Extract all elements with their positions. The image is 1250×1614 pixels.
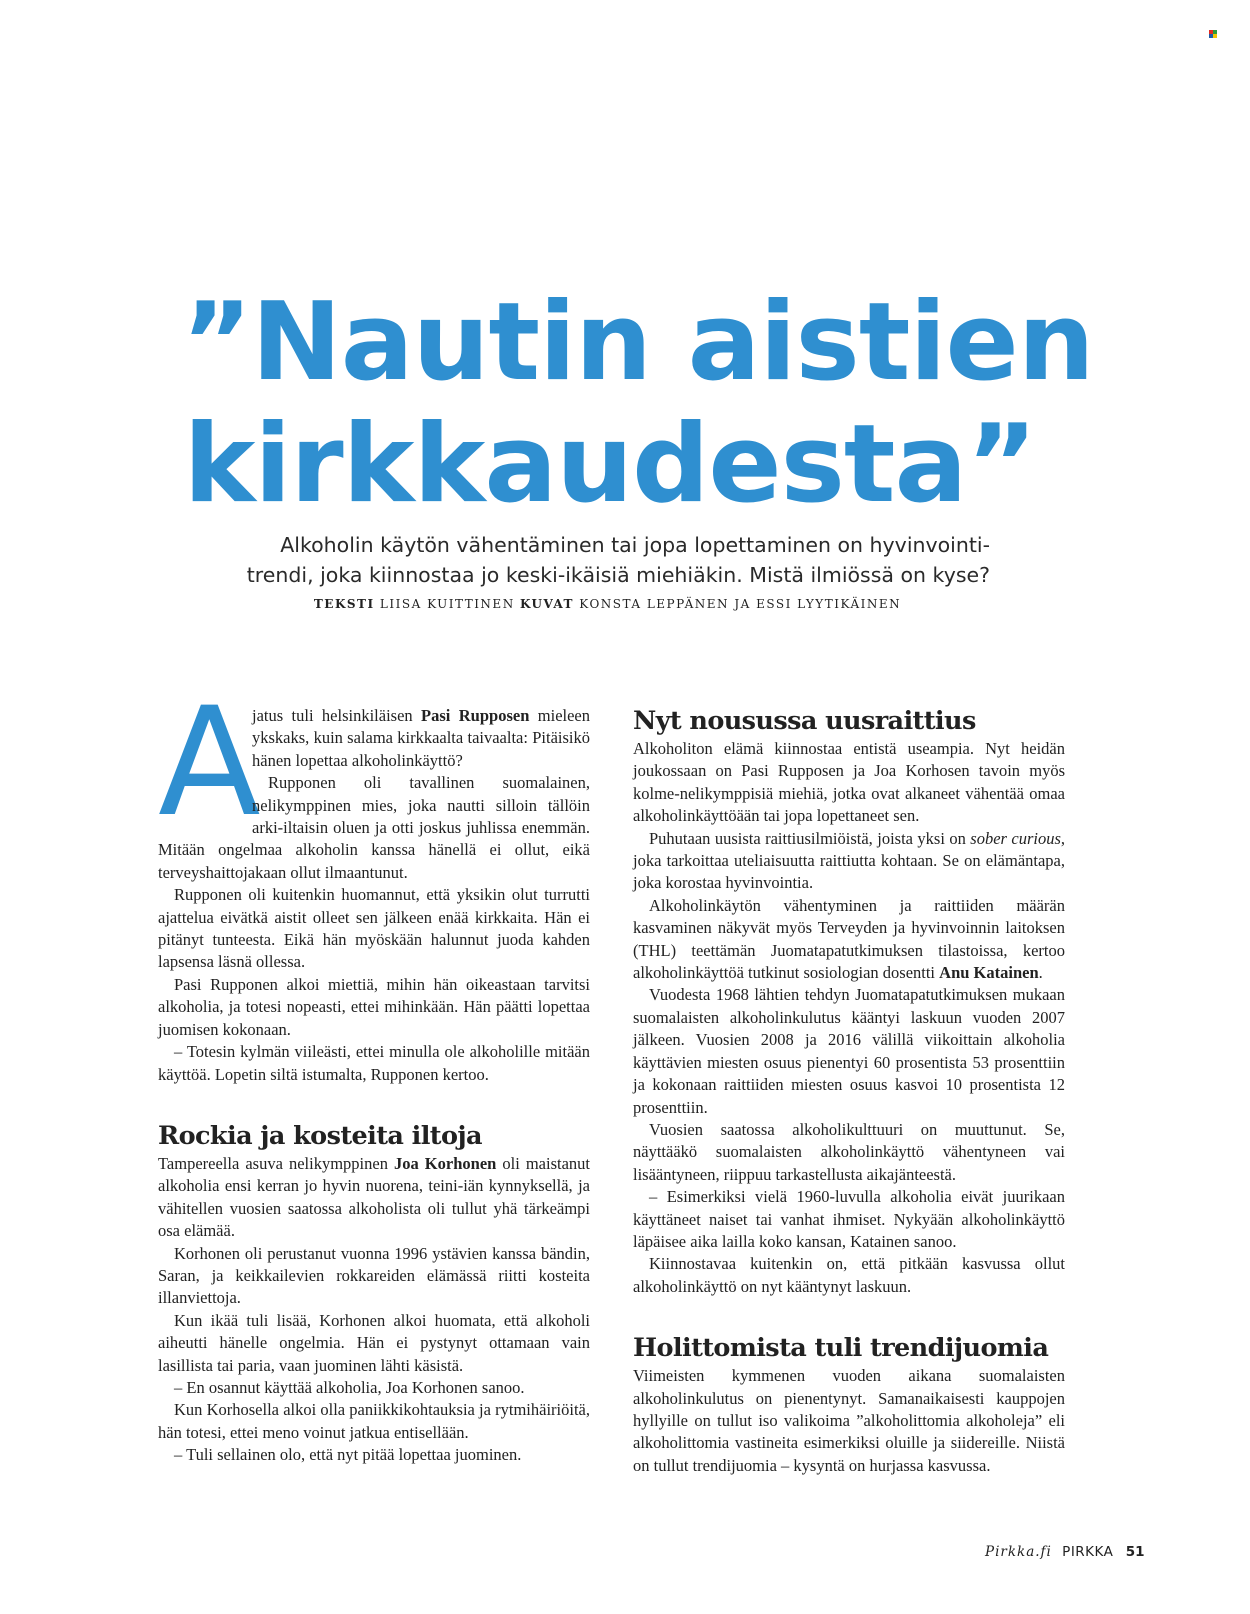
paragraph: Kun Korhosella alkoi olla paniikkikohtauksia ja rytmihäiriöitä, hän totesi, ettei meno voinut jatkua entisellään. (158, 1400, 590, 1442)
text-run: Tampereella asuva nelikymppinen (158, 1153, 394, 1173)
paragraph: – Tuli sellainen olo, että nyt pitää lopettaa juominen. (174, 1445, 522, 1465)
person-name: Joa Korhonen (394, 1153, 497, 1173)
headline-line-2: kirkkaudesta” (183, 402, 1037, 527)
paragraph: – Esimerkiksi vielä 1960-luvulla alkoholia eivät juurikaan käyttäneet naiset tai vanhat ihmiset. Nykyään alkoholinkäyttö läpäisee aika lailla koko kansan, Katainen sanoo. (633, 1187, 1065, 1251)
text-run: oli maistanut alkoholia ensi kerran jo hyvin nuorena, teini-iän kynnyksellä, ja vähitellen vuosien saatossa alkoholista oli tullut yhä tärkeämpi osa elämää. (158, 1153, 591, 1241)
page-footer (985, 1544, 1165, 1560)
paragraph: – Totesin kylmän viileästi, ettei minulla ole alkoholille mitään käyttöä. Lopetin siltä istumalta, Rupponen kertoo. (158, 1042, 590, 1084)
paragraph (633, 895, 1065, 985)
term: sober curious (970, 828, 1061, 848)
paragraph: Pasi Rupponen alkoi miettiä, mihin hän oikeastaan tarvitsi alkoholia, ja totesi nopeasti, ettei mihinkään. Hän päätti lopettaa juomisen kokonaan. (158, 974, 590, 1039)
column-right (633, 705, 1065, 1477)
byline-photo-label: KUVAT (520, 597, 574, 611)
section-heading: Nyt nousussa uusraittius (633, 706, 976, 736)
lead-line-1: Alkoholin käytön vähentäminen tai jopa lopettaminen on hyvinvointi- (280, 533, 990, 557)
person-name: Anu Katainen (939, 963, 1039, 983)
paragraph: Korhonen oli perustanut vuonna 1996 ystävien kanssa bändin, Saran, ja keikkailevien rokkareiden elämässä riitti kosteita illanviettoja. (158, 1243, 590, 1308)
paragraph: Rupponen oli kuitenkin huomannut, että yksikin olut turrutti ajattelua eivätkä aistit olleet sen jälkeen enää kirkkaita. Hän ei pitänyt tunteesta. Eikä hän myöskään halunnut juoda kahden lapsensa läsnä ollessa. (158, 885, 590, 972)
paragraph: Alkoholiton elämä kiinnostaa entistä useampia. Nyt heidän joukossaan on Pasi Rupposen ja Joa Korhosen tavoin myös kolme-nelikymppisiä miehiä, jotka ovat alkaneet vähentää omaa alkoholinkäyttöään tai jopa lopettaneet sen. (633, 739, 1065, 826)
color-registration-mark (1209, 30, 1221, 40)
byline-text-label: TEKSTI (313, 597, 375, 611)
paragraph: Viimeisten kymmenen vuoden aikana suomalaisten alkoholinkulutus on pienentynyt. Samanaikaisesti kauppojen hyllyille on tullut iso valikoima ”alkoholittomia alkoholeja” eli alkoholittomia vastineita esimerkiksi oluille ja siidereille. Niistä on tullut trendijuomia – kysyntä on hurjassa kasvussa. (633, 1366, 1065, 1475)
lead-line-2: trendi, joka kiinnostaa jo keski-ikäisiä miehiäkin. Mistä ilmiössä on kyse? (246, 563, 990, 587)
byline-text-author: LIISA KUITTINEN (379, 597, 515, 611)
text-run: jatus tuli helsinkiläisen (252, 706, 422, 725)
text-run: Alkoholinkäytön vähentyminen ja raittiiden määrän kasvaminen näkyvät myös Terveyden ja hyvinvoinnin laitoksen (THL) teettämän Juomatapatutkimuksen tilastoissa, kertoo alkoholinkäyttöä tutkinut sosiologian dosentti (633, 895, 1065, 983)
byline-photo-authors: KONSTA LEPPÄNEN JA ESSI LYYTIKÄINEN (579, 597, 902, 611)
paragraph: Vuodesta 1968 lähtien tehdyn Juomatapatutkimuksen mukaan suomalaisten alkoholinkulutus kääntyi laskuun vuoden 2007 jälkeen. Vuosien 2008 ja 2016 välillä viikoittain alkoholia käyttävien miesten osuus pienentyi 60 prosentista 53 prosenttiin ja kokonaan raittiiden miesten osuus kasvoi 10 prosentista 12 prosenttiin. (633, 985, 1065, 1117)
section-heading: Rockia ja kosteita iltoja (158, 1120, 482, 1151)
article-lead (200, 530, 990, 590)
paragraph (633, 828, 1065, 895)
footer-site: Pirkka.fi (985, 1544, 1052, 1560)
text-run: Puhutaan uusista raittiusilmiöistä, joista yksi on (649, 828, 971, 848)
dropcap: A (158, 676, 261, 850)
headline-line-1: ”Nautin aistien (181, 280, 1094, 405)
page-number: 51 (1125, 1544, 1145, 1560)
paragraph: Vuosien saatossa alkoholikulttuuri on muuttunut. Se, näyttääkö suomalaisten alkoholinkäyttö vähentyneen vai lisääntyneen, riippuu tarkastellusta aikajänteestä. (633, 1119, 1065, 1184)
paragraph: Rupponen oli tavallinen suomalainen, nelikymppinen mies, joka nautti silloin tällöin arki-iltaisin oluen ja otti joskus juhlissa enemmän. Mitään ongelmaa alkoholin kanssa hänellä ei ollut, eikä terveyshaittojakaan ollut ilmaantunut. (158, 773, 590, 882)
paragraph: Kun ikää tuli lisää, Korhonen alkoi huomata, että alkoholi aiheutti hänelle ongelmia. Hän ei pystynyt ottamaan vain lasillista tai paria, vaan juominen lähti käsistä. (158, 1310, 590, 1375)
person-name: Pasi Rupposen (421, 706, 530, 725)
footer-magazine: PIRKKA (1062, 1544, 1114, 1560)
paragraph: – En osannut käyttää alkoholia, Joa Korhonen sanoo. (174, 1377, 525, 1397)
paragraph (158, 1153, 590, 1243)
column-left (158, 676, 591, 1467)
byline (300, 597, 915, 611)
paragraph: Kiinnostavaa kuitenkin on, että pitkään kasvussa ollut alkoholinkäyttö on nyt kääntynyt laskuun. (633, 1254, 1065, 1296)
article-headline (0, 282, 1250, 526)
section-heading: Holittomista tuli trendijuomia (633, 1333, 1049, 1364)
text-run: . (1038, 963, 1043, 983)
text-run: , joka tarkoittaa uteliaisuutta raittiutta kohtaan. Se on elämäntapa, joka korostaa hyvinvointia. (633, 828, 1066, 893)
text-run: mieleen ykskaks, kuin salama kirkkaalta taivaalta: Pitäisikö hänen lopettaa alkoholinkäyttö? (252, 706, 590, 770)
